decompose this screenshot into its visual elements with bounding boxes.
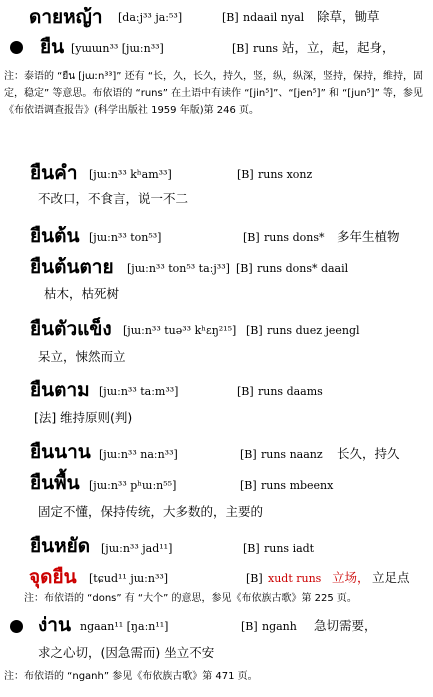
- bouyei-word: xudt runs: [268, 572, 322, 585]
- source-tag: [B]: [246, 324, 263, 337]
- chinese-gloss-continued: 求之心切，(因急需而) 坐立不安: [38, 645, 215, 660]
- source-tag: [B]: [237, 385, 254, 398]
- ipa: [jɯːn³³ jad¹¹]: [101, 542, 173, 555]
- chinese-gloss: 多年生植物: [337, 229, 400, 244]
- footnote: 注：布依语的 “nganh” 参见《布依族古歌》第 471 页。: [4, 671, 258, 682]
- headword-thai: ยืนตัวแข็ง: [30, 318, 112, 340]
- ipa: [jɯːn³³ pʰɯːn⁵⁵]: [89, 479, 177, 492]
- domain-label: [法]: [34, 410, 57, 425]
- source-tag: [B]: [240, 479, 257, 492]
- headword-thai: ยืนตาม: [30, 379, 90, 401]
- source-tag: [B]: [241, 620, 258, 633]
- bouyei-word: runs iadt: [264, 542, 315, 555]
- headword-thai: ยืนคำ: [30, 162, 78, 184]
- ipa: [daːj³³ jaː⁵³]: [118, 11, 183, 24]
- ipa: [jɯːn³³ ton⁵³]: [89, 231, 162, 244]
- headword-thai: ยืนหยัด: [30, 535, 91, 557]
- bouyei-word: runs: [253, 42, 279, 55]
- chinese-gloss: 枯木，枯死树: [44, 286, 120, 301]
- chinese-gloss: 除草，锄草: [317, 9, 380, 24]
- bouyei-word: runs dons*: [264, 231, 325, 244]
- bullet-icon: [10, 41, 23, 54]
- bouyei-word: runs daams: [258, 385, 323, 398]
- headword-thai: ง่าน: [38, 614, 71, 636]
- headword-thai: ยืนต้นตาย: [30, 256, 114, 278]
- ipa: ngaan¹¹ [ŋaːn¹¹]: [80, 620, 169, 633]
- source-tag: [B]: [237, 168, 254, 181]
- source-tag: [B]: [236, 262, 253, 275]
- ipa: [jɯːn³³ taːm³³]: [99, 385, 179, 398]
- chinese-gloss: 立足点: [372, 570, 410, 585]
- source-tag: [B]: [246, 572, 263, 585]
- source-tag: [B]: [222, 11, 239, 24]
- bouyei-word: runs mbeenx: [261, 479, 334, 492]
- source-tag: [B]: [232, 42, 249, 55]
- chinese-gloss: 呆立，悚然而立: [38, 349, 126, 364]
- ipa: [tɕud¹¹ jɯːn³³]: [89, 572, 169, 585]
- chinese-gloss: 站，立，起，起身，: [282, 40, 395, 55]
- footnote: 注：布依语的 “dons” 有 “大个” 的意思，参见《布依族古歌》第 225 页。: [24, 593, 357, 604]
- ipa: [jɯːn³³ tuə³³ kʰɛŋ²¹⁵]: [123, 324, 237, 337]
- chinese-gloss-highlight: 立场，: [332, 570, 370, 585]
- chinese-gloss: 固定不懂，保持传统，大多数的，主要的: [38, 504, 264, 519]
- source-tag: [B]: [240, 448, 257, 461]
- source-tag: [B]: [243, 542, 260, 555]
- chinese-gloss: 急切需要，: [314, 618, 377, 633]
- chinese-gloss: 不改口，不食言，说一不二: [38, 191, 189, 206]
- bouyei-word: nganh: [262, 620, 297, 633]
- chinese-gloss: 长久，持久: [337, 446, 400, 461]
- ipa: [jɯːn³³ ton⁵³ taːj³³]: [127, 262, 230, 275]
- headword-thai: ดายหญ้า: [29, 6, 103, 28]
- headword-thai: ยืนนาน: [30, 441, 91, 463]
- bouyei-word: runs naanz: [261, 448, 323, 461]
- headword-thai: ยืน: [40, 36, 65, 58]
- chinese-gloss: 维持原则(判): [60, 410, 133, 425]
- bouyei-word: runs dons* daail: [257, 262, 349, 275]
- ipa: [jɯːn³³ naːn³³]: [99, 448, 178, 461]
- source-tag: [B]: [243, 231, 260, 244]
- ipa: [jɯːn³³ kʰam³³]: [89, 168, 172, 181]
- bouyei-word: ndaail nyal: [243, 11, 305, 24]
- headword-thai: ยืนพื้น: [30, 472, 80, 494]
- footnote: 注：泰语的 “ยืน [jɯːn³³]” 还有 “长，久，长久，持久，竖，纵，纵深，竖持，保持，维持，固定，稳定” 等意思。布依语的 “runs” 在土语中有读作 “[jin⁵]”、“[jen⁵]” 和 “[jun⁵]” 等，参见《布依语调查报告》(科学出版社 1959 年版)第 246 页。: [4, 71, 423, 116]
- bullet-icon: [10, 620, 23, 633]
- headword-thai: จุดยืน: [29, 566, 77, 588]
- headword-thai: ยืนต้น: [30, 225, 80, 247]
- bouyei-word: runs duez jeengl: [267, 324, 360, 337]
- ipa: [yɯɯn³³ [jɯːn³³]: [71, 42, 164, 55]
- bouyei-word: runs xonz: [258, 168, 313, 181]
